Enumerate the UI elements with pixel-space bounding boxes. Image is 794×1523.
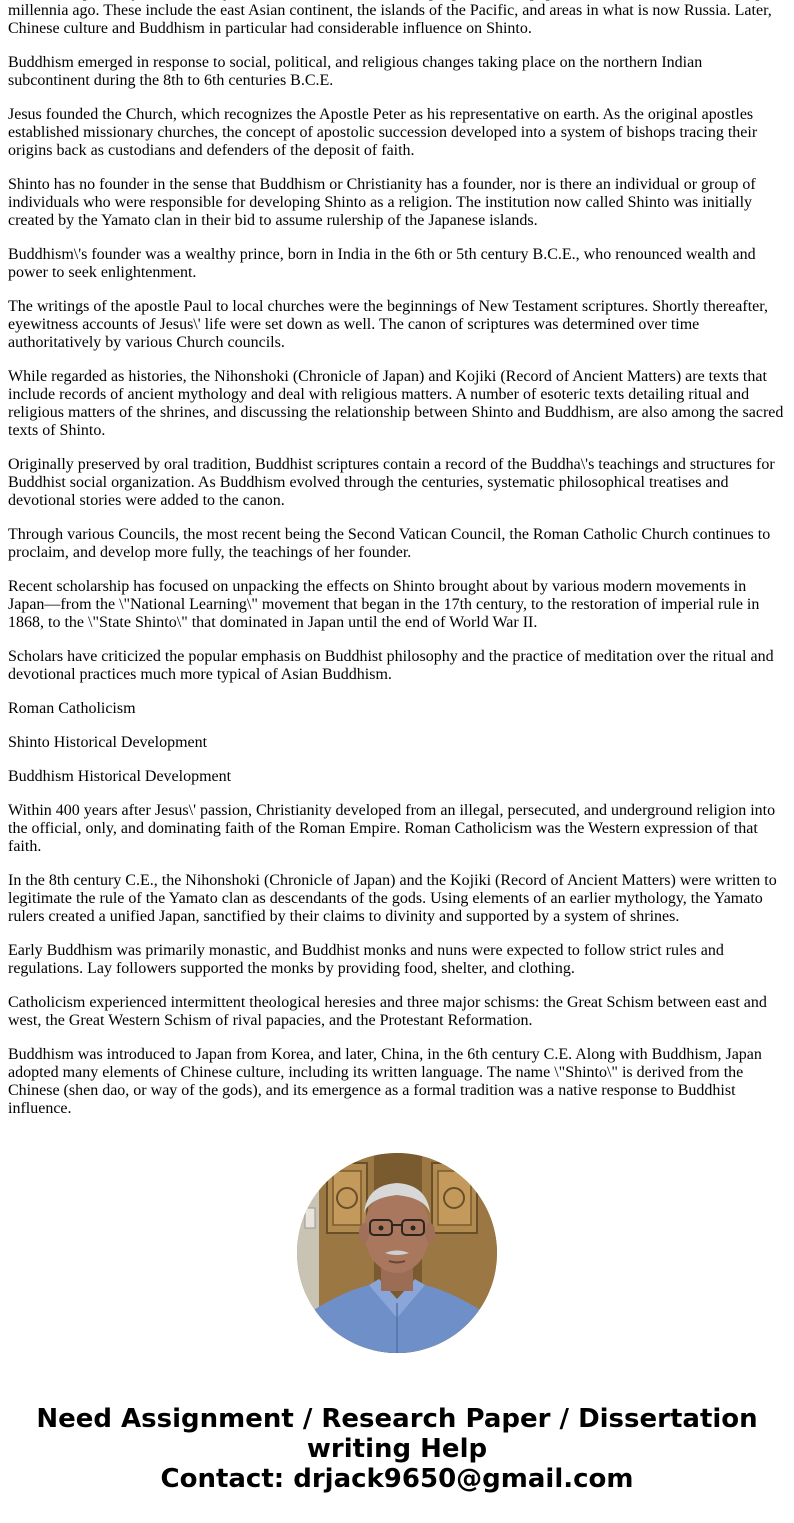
contact-banner: [0, 1404, 794, 1494]
paragraph: Within 400 years after Jesus\' passion, Christianity developed from an illegal, persecuted, and underground religion into the official, only, and dominating faith of the Roman Empire. Roman Catholicism was the Western expression of that faith.: [8, 802, 776, 855]
paragraph: Through various Councils, the most recent being the Second Vatican Council, the Roman Catholic Church continues to proclaim, and develop more fully, the teachings of her founder.: [8, 526, 771, 561]
paragraph: While regarded as histories, the Nihonshoki (Chronicle of Japan) and Kojiki (Record of Ancient Matters) are texts that include records of ancient mythology and deal with religious matters. A number of esoteric texts detailing ritual and religious matters of the shrines, and discussing the relationship between Shinto and Buddhism, are also among the sacred texts of Shinto.: [8, 368, 784, 439]
paragraph: Buddhism was introduced to Japan from Korea, and later, China, in the 6th century C.E. Along with Buddhism, Japan adopted many elements of Chinese culture, including its written language. The name \"Shinto\" is derived from the Chinese (shen dao, or way of the gods), and its emergence as a formal tradition was a native response to Buddhist influence.: [8, 1046, 762, 1117]
author-avatar: [297, 1153, 497, 1353]
paragraph: Shinto has no founder in the sense that Buddhism or Christianity has a founder, nor is there an individual or group of individuals who were responsible for developing Shinto as a religion. The institution now called Shinto was initially created by the Yamato clan in their bid to assume rulership of the Japanese islands.: [8, 176, 756, 229]
paragraph: Early Buddhism was primarily monastic, and Buddhist monks and nuns were expected to follow strict rules and regulations. Lay followers supported the monks by providing food, shelter, and clothing.: [8, 942, 724, 977]
paragraph: Originally preserved by oral tradition, Buddhist scriptures contain a record of the Buddha\'s teachings and structures for Buddhist social organization. As Buddhism evolved through the centuries, systematic philosophical treatises and devotional stories were added to the canon.: [8, 456, 775, 509]
paragraph: Scholars have criticized the popular emphasis on Buddhist philosophy and the practice of meditation over the ritual and devotional practices much more typical of Asian Buddhism.: [8, 648, 774, 683]
paragraph: millennia ago. These include the east Asian continent, the islands of the Pacific, and areas in what is now Russia. Later, Chinese culture and Buddhism in particular had considerable influence on Shinto.: [8, 2, 772, 37]
avatar-photo: [297, 1153, 497, 1353]
paragraph: Jesus founded the Church, which recognizes the Apostle Peter as his representative on earth. As the original apostles established missionary churches, the concept of apostolic succession developed into a system of bishops tracing their origins back as custodians and defenders of the deposit of faith.: [8, 106, 758, 159]
contact-email[interactable]: Contact: drjack9650@gmail.com: [160, 1464, 634, 1494]
paragraph: In the 8th century C.E., the Nihonshoki (Chronicle of Japan) and the Kojiki (Record of Ancient Matters) were written to legitimate the rule of the Yamato clan as descendants of the gods. Using elements of an earlier mythology, the Yamato rulers created a unified Japan, sanctified by their claims to divinity and supported by a system of shrines.: [8, 872, 777, 925]
article-body: [8, 0, 786, 1134]
section-heading-shinto-history: Shinto Historical Development: [8, 734, 208, 751]
paragraph: Catholicism experienced intermittent theological heresies and three major schisms: the Great Schism between east and west, the Great Western Schism of rival papacies, and the Protestant Reformation.: [8, 994, 767, 1029]
paragraph: The writings of the apostle Paul to local churches were the beginnings of New Testament scriptures. Shortly thereafter, eyewitness accounts of Jesus\' life were set down as well. The canon of scriptures was determined over time authoritatively by various Church councils.: [8, 298, 768, 351]
paragraph: Buddhism emerged in response to social, political, and religious changes taking place on the northern Indian subcontinent during the 8th to 6th centuries B.C.E.: [8, 54, 703, 89]
section-heading-roman-catholicism: Roman Catholicism: [8, 700, 136, 717]
help-tagline: Need Assignment / Research Paper / Dissertation writing Help: [36, 1404, 758, 1464]
paragraph: Buddhism\'s founder was a wealthy prince, born in India in the 6th or 5th century B.C.E., who renounced wealth and power to seek enlightenment.: [8, 246, 756, 281]
paragraph: Recent scholarship has focused on unpacking the effects on Shinto brought about by various modern movements in Japan—from the \"National Learning\" movement that began in the 17th century, to the restoration of imperial rule in 1868, to the \"State Shinto\" that dominated in Japan until the end of World War II.: [8, 578, 760, 631]
section-heading-buddhism-history: Buddhism Historical Development: [8, 768, 232, 785]
